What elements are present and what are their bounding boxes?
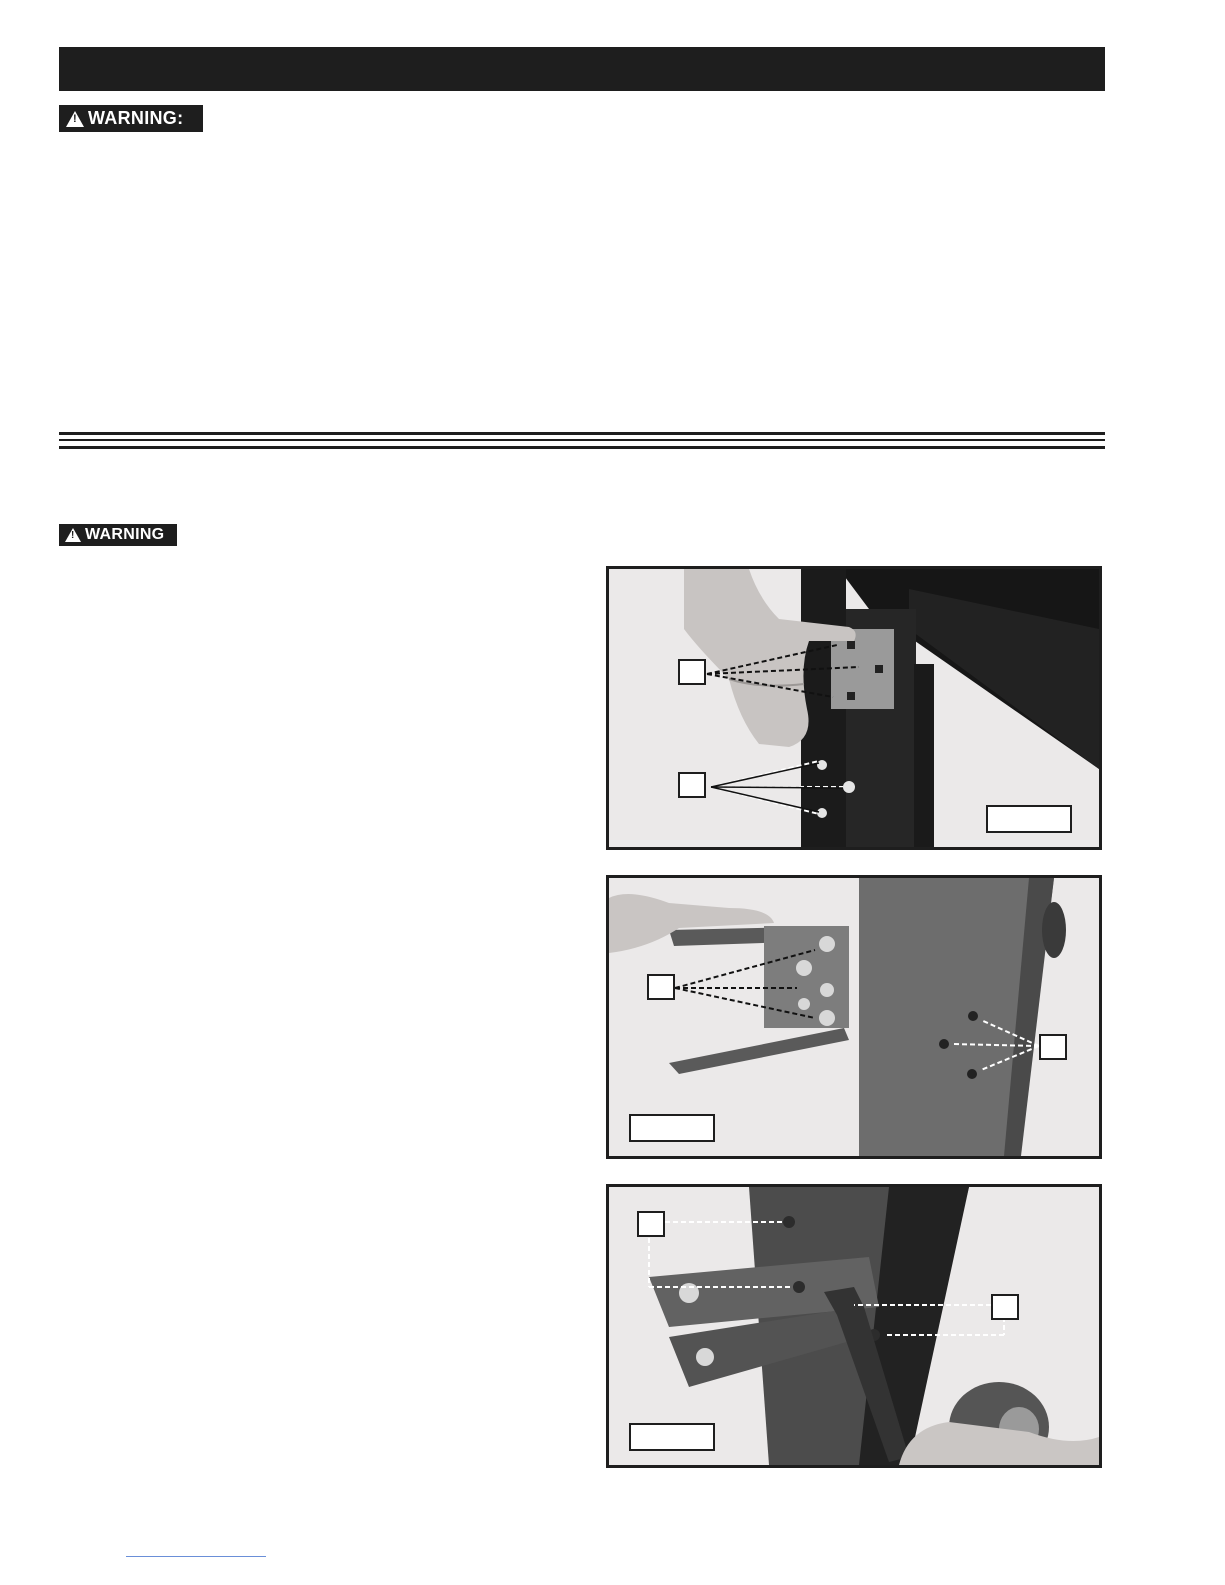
figure-3-callout-a bbox=[637, 1211, 665, 1237]
warning-triangle-icon bbox=[66, 111, 84, 127]
bottom-link-underline bbox=[126, 1556, 266, 1557]
warning-label: WARNING: bbox=[88, 108, 184, 128]
warning-triangle-icon bbox=[65, 528, 81, 542]
figure-1-callout-a bbox=[678, 659, 706, 685]
figure-3-callout-b bbox=[991, 1294, 1019, 1320]
warning-badge-assembly bbox=[59, 524, 177, 546]
figure-2-callout-b bbox=[1039, 1034, 1067, 1060]
figure-2-caption bbox=[629, 1114, 715, 1142]
figure-1-bracket-attach bbox=[606, 566, 1102, 850]
warning-label: WARNING bbox=[85, 526, 165, 543]
figure-3-bracket-wrench bbox=[606, 1184, 1102, 1468]
figure-1-caption bbox=[986, 805, 1072, 833]
section-divider-line-3 bbox=[59, 446, 1105, 449]
figure-2-callout-a bbox=[647, 974, 675, 1000]
figure-1-callout-b bbox=[678, 772, 706, 798]
figure-3-caption bbox=[629, 1423, 715, 1451]
warning-badge-top bbox=[59, 105, 203, 132]
section-header-bar bbox=[59, 47, 1105, 91]
figure-2-bracket-holes bbox=[606, 875, 1102, 1159]
section-divider-line-2 bbox=[59, 439, 1105, 441]
section-divider-line-1 bbox=[59, 432, 1105, 435]
